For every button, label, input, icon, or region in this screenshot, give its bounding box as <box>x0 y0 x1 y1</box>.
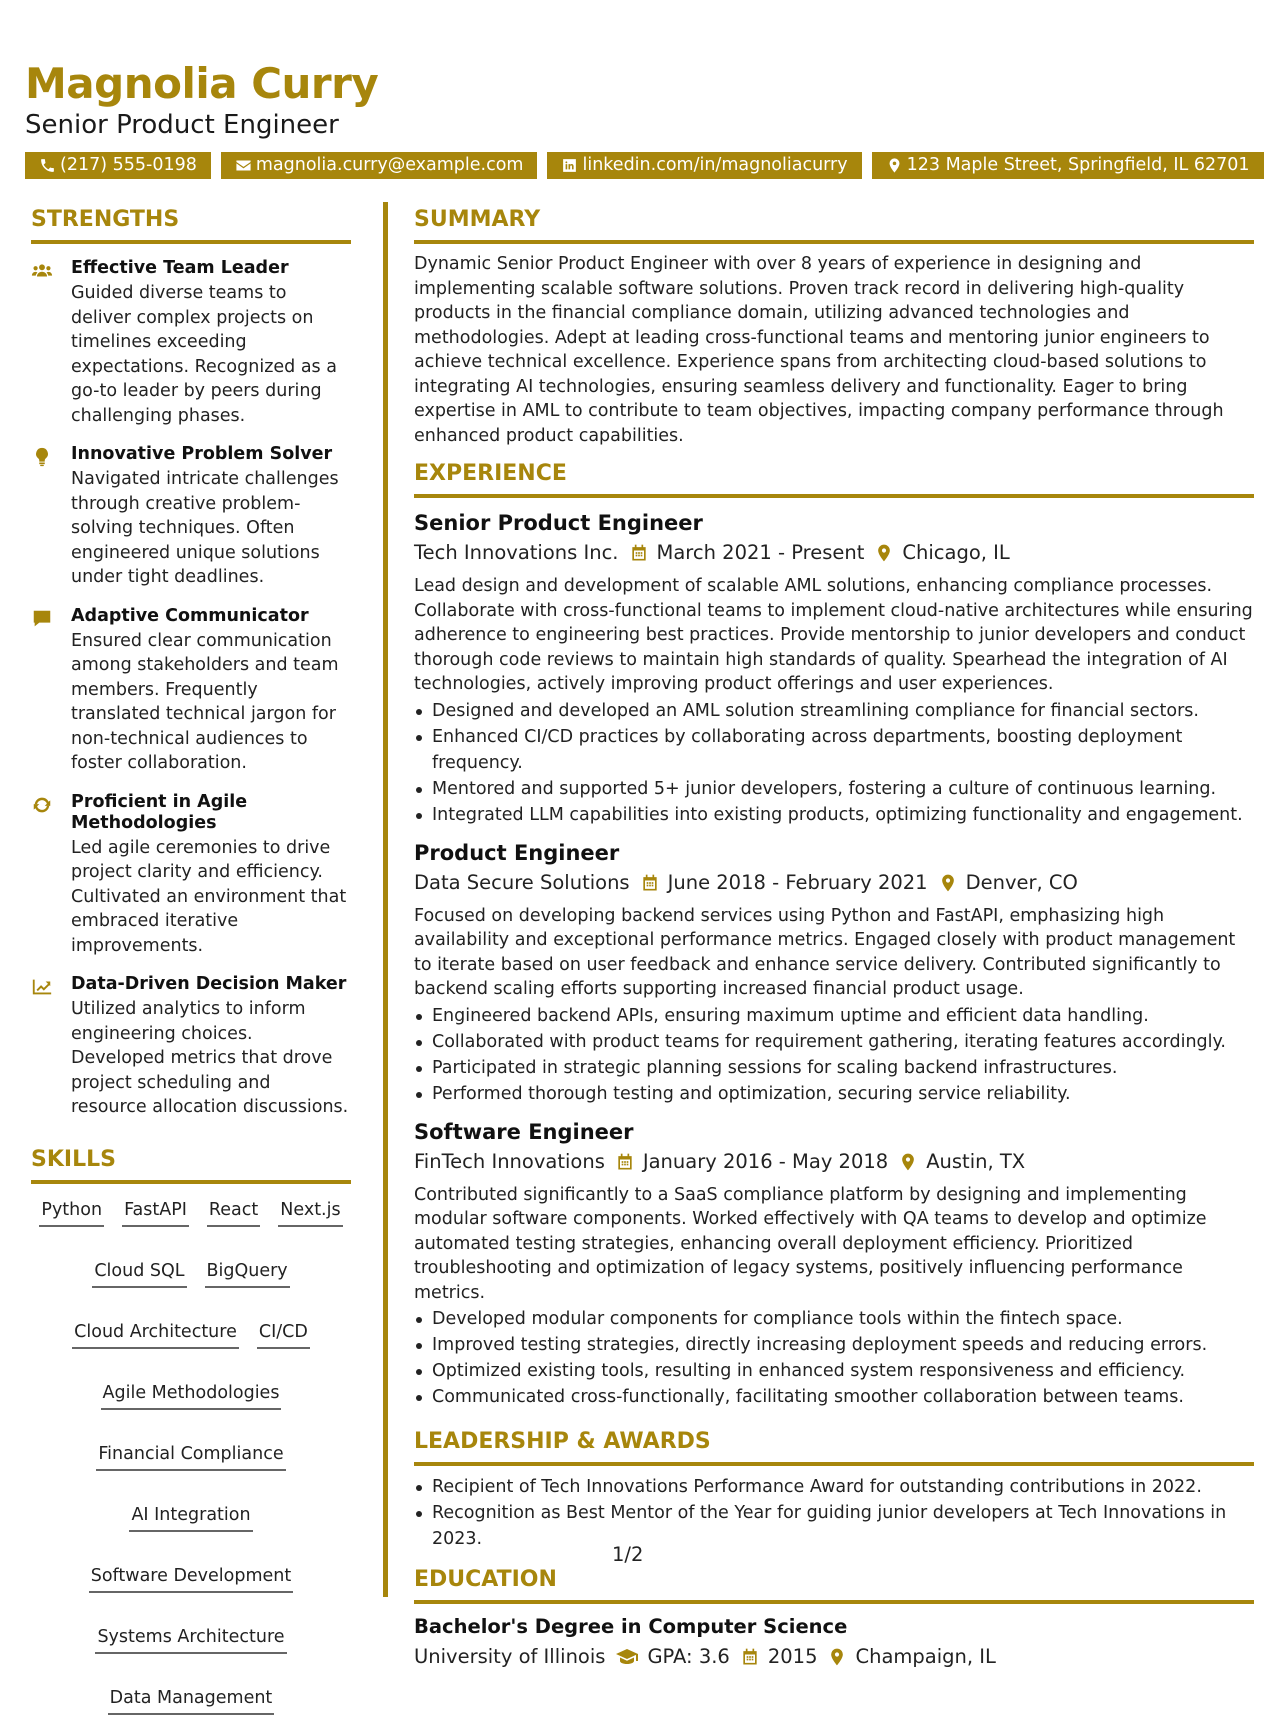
candidate-name: Magnolia Curry <box>25 59 379 108</box>
job-entry <box>414 1119 1254 1411</box>
job-bullet: Participated in strategic planning sessions for scaling backend infrastructures. <box>414 1055 1254 1081</box>
job-role: Senior Product Engineer <box>414 511 703 535</box>
skill-tag: Systems Architecture <box>95 1625 286 1654</box>
skills-list <box>31 1198 351 1715</box>
skill-tag: Software Development <box>89 1564 294 1593</box>
leadership-section <box>414 1428 1254 1552</box>
skills-section <box>31 1146 351 1715</box>
lightbulb-icon <box>31 446 53 468</box>
strength-item <box>31 974 351 1120</box>
skill-tag: AI Integration <box>129 1503 252 1532</box>
job-bullet: Integrated LLM capabilities into existing products, optimizing functionality and engagement. <box>414 802 1254 828</box>
strength-item <box>31 792 351 959</box>
phone-text: (217) 555-0198 <box>60 155 197 175</box>
strength-desc: Navigated intricate challenges through creative problem-solving techniques. Often engineered unique solutions under tight deadlines. <box>71 469 339 587</box>
job-bullet: Communicated cross-functionally, facilitating smoother collaboration between teams. <box>414 1384 1254 1410</box>
education-year: 2015 <box>767 1645 818 1668</box>
strength-title: Innovative Problem Solver <box>71 444 333 464</box>
contact-bar <box>25 152 1264 179</box>
comment-icon <box>31 608 53 630</box>
linkedin-icon <box>561 157 578 174</box>
job-role: Software Engineer <box>414 1119 634 1144</box>
job-dates: June 2018 - February 2021 <box>667 870 928 894</box>
calendar-icon <box>640 873 660 893</box>
map-marker-icon <box>874 543 894 563</box>
job-dates: January 2016 - May 2018 <box>642 1149 889 1173</box>
users-icon <box>31 260 53 282</box>
job-bullet: Engineered backend APIs, ensuring maximum uptime and efficient data handling. <box>414 1003 1254 1029</box>
education-degree: Bachelor's Degree in Computer Science <box>414 1615 848 1638</box>
strength-desc: Utilized analytics to inform engineering choices. Developed metrics that drove project scheduling and resource allocation discussions. <box>71 999 349 1117</box>
strength-desc: Guided diverse teams to deliver complex projects on timelines exceeding expectations. Recognized as a go-to leader by peers during challenging phases. <box>71 283 337 426</box>
job-company: Data Secure Solutions <box>414 870 630 894</box>
job-description: Lead design and development of scalable AML solutions, enhancing compliance processes. Collaborate with cross-functional teams to implement cloud-native architectures while ensuring adherence to engineering best practices. Provide mentorship to junior developers and conduct thorough code reviews to maintain high standards of quality. Spearhead the integration of AI technologies, actively improving product offerings and user experiences. <box>414 576 1253 694</box>
job-bullet: Developed modular components for compliance tools within the fintech space. <box>414 1306 1254 1332</box>
job-bullets <box>414 1306 1254 1410</box>
education-section <box>414 1566 1254 1672</box>
job-dates: March 2021 - Present <box>656 541 865 564</box>
skills-heading: SKILLS <box>31 1146 351 1184</box>
education-location: Champaign, IL <box>855 1645 996 1668</box>
education-gpa: GPA: 3.6 <box>647 1645 730 1668</box>
job-company: Tech Innovations Inc. <box>414 541 619 564</box>
skill-tag: CI/CD <box>257 1320 310 1349</box>
job-company: FinTech Innovations <box>414 1149 605 1173</box>
address-text: 123 Maple Street, Springfield, IL 62701 <box>906 155 1250 175</box>
sync-icon <box>31 794 53 816</box>
job-location: Chicago, IL <box>902 541 1010 564</box>
skill-tag: Financial Compliance <box>96 1442 285 1471</box>
job-meta <box>414 868 1254 898</box>
calendar-icon <box>740 1647 760 1667</box>
right-column <box>414 206 1254 1672</box>
column-divider <box>383 202 388 1597</box>
strength-item <box>31 258 351 428</box>
education-heading: EDUCATION <box>414 1566 1254 1604</box>
skill-tag: FastAPI <box>122 1198 189 1227</box>
strength-title: Data-Driven Decision Maker <box>71 974 347 994</box>
leadership-list <box>414 1474 1254 1552</box>
contact-email[interactable] <box>221 152 538 179</box>
summary-heading: SUMMARY <box>414 206 1254 244</box>
strength-item <box>31 606 351 776</box>
contact-linkedin[interactable] <box>547 152 861 179</box>
job-entry <box>414 510 1254 828</box>
skill-tag: BigQuery <box>205 1259 290 1288</box>
strength-desc: Led agile ceremonies to drive project clarity and efficiency. Cultivated an environment that embraced iterative improvements. <box>71 837 347 956</box>
leadership-item: Recognition as Best Mentor of the Year for guiding junior developers at Tech Innovations in 2023. <box>414 1500 1254 1552</box>
chart-line-icon <box>31 976 53 998</box>
strength-item <box>31 444 351 590</box>
contact-phone[interactable] <box>25 152 211 179</box>
education-meta <box>414 1642 1254 1672</box>
skill-tag: Agile Methodologies <box>101 1381 282 1410</box>
skill-tag: Cloud SQL <box>92 1259 186 1288</box>
map-marker-icon <box>898 1152 918 1172</box>
job-bullet: Optimized existing tools, resulting in enhanced system responsiveness and efficiency. <box>414 1358 1254 1384</box>
job-bullet: Improved testing strategies, directly increasing deployment speeds and reducing errors. <box>414 1332 1254 1358</box>
skill-tag: Python <box>39 1198 104 1227</box>
education-school: University of Illinois <box>414 1645 606 1668</box>
calendar-icon <box>615 1152 635 1172</box>
strengths-list <box>31 258 351 1120</box>
map-marker-icon <box>886 157 903 174</box>
email-text: magnolia.curry@example.com <box>255 155 524 175</box>
strength-desc: Ensured clear communication among stakeholders and team members. Frequently translated technical jargon for non-technical audiences to foster collaboration. <box>71 630 339 773</box>
job-bullets <box>414 698 1254 828</box>
resume-header <box>25 58 1250 140</box>
summary-text: Dynamic Senior Product Engineer with over 8 years of experience in designing and implementing scalable software solutions. Proven track record in delivering high-quality products in the financial compliance domain, utilizing advanced technologies and methodologies. Adept at leading cross-functional teams and mentoring junior engineers to achieve technical excellence. Experience spans from architecting cloud-based solutions to integrating AI technologies, ensuring seamless delivery and functionality. Eager to bring expertise in AML to contribute to team objectives, impacting company performance through enhanced product capabilities. <box>414 254 1224 446</box>
candidate-title: Senior Product Engineer <box>25 110 339 140</box>
job-location: Denver, CO <box>965 870 1078 894</box>
skill-tag: Next.js <box>278 1198 342 1227</box>
job-meta <box>414 1147 1254 1177</box>
job-bullet: Enhanced CI/CD practices by collaborating across departments, boosting deployment frequency. <box>414 724 1254 776</box>
map-marker-icon <box>938 873 958 893</box>
job-entry <box>414 840 1254 1107</box>
strength-title: Effective Team Leader <box>71 258 289 278</box>
map-marker-icon <box>827 1647 847 1667</box>
skill-tag: Cloud Architecture <box>72 1320 239 1349</box>
contact-address <box>872 152 1264 179</box>
phone-icon <box>39 157 56 174</box>
job-bullet: Performed thorough testing and optimization, securing service reliability. <box>414 1081 1254 1107</box>
job-bullet: Mentored and supported 5+ junior developers, fostering a culture of continuous learning. <box>414 776 1254 802</box>
left-column <box>31 206 351 1715</box>
page-number: 1/2 <box>612 1543 644 1566</box>
job-description: Contributed significantly to a SaaS compliance platform by designing and implementing modular software components. Worked effectively with QA teams to develop and optimize automated testing strategies, enhancing overall deployment efficiency. Prioritized troubleshooting and optimization of legacy systems, positively influencing performance metrics. <box>414 1184 1207 1303</box>
skill-tag: React <box>207 1198 260 1227</box>
experience-section <box>414 460 1254 1410</box>
job-location: Austin, TX <box>926 1149 1026 1173</box>
linkedin-text: linkedin.com/in/magnoliacurry <box>582 155 848 175</box>
skill-tag: Data Management <box>108 1686 275 1715</box>
leadership-item: Recipient of Tech Innovations Performance Award for outstanding contributions in 2022. <box>414 1474 1254 1500</box>
strength-title: Proficient in Agile Methodologies <box>71 791 248 833</box>
job-bullet: Collaborated with product teams for requirement gathering, iterating features accordingly. <box>414 1029 1254 1055</box>
calendar-icon <box>629 543 649 563</box>
job-meta <box>414 538 1254 568</box>
job-bullet: Designed and developed an AML solution streamlining compliance for financial sectors. <box>414 698 1254 724</box>
job-role: Product Engineer <box>414 840 620 865</box>
experience-heading: EXPERIENCE <box>414 460 1254 498</box>
job-description: Focused on developing backend services using Python and FastAPI, emphasizing high availability and exceptional performance metrics. Engaged closely with product management to iterate based on user feedback and enhance service delivery. Contributed significantly to backend scaling efforts supporting increased financial product usage. <box>414 905 1236 999</box>
graduation-cap-icon <box>615 1645 639 1669</box>
leadership-heading: LEADERSHIP & AWARDS <box>414 1428 1254 1466</box>
strength-title: Adaptive Communicator <box>71 605 309 626</box>
envelope-icon <box>235 157 252 174</box>
strengths-heading: STRENGTHS <box>31 206 351 244</box>
job-bullets <box>414 1003 1254 1107</box>
